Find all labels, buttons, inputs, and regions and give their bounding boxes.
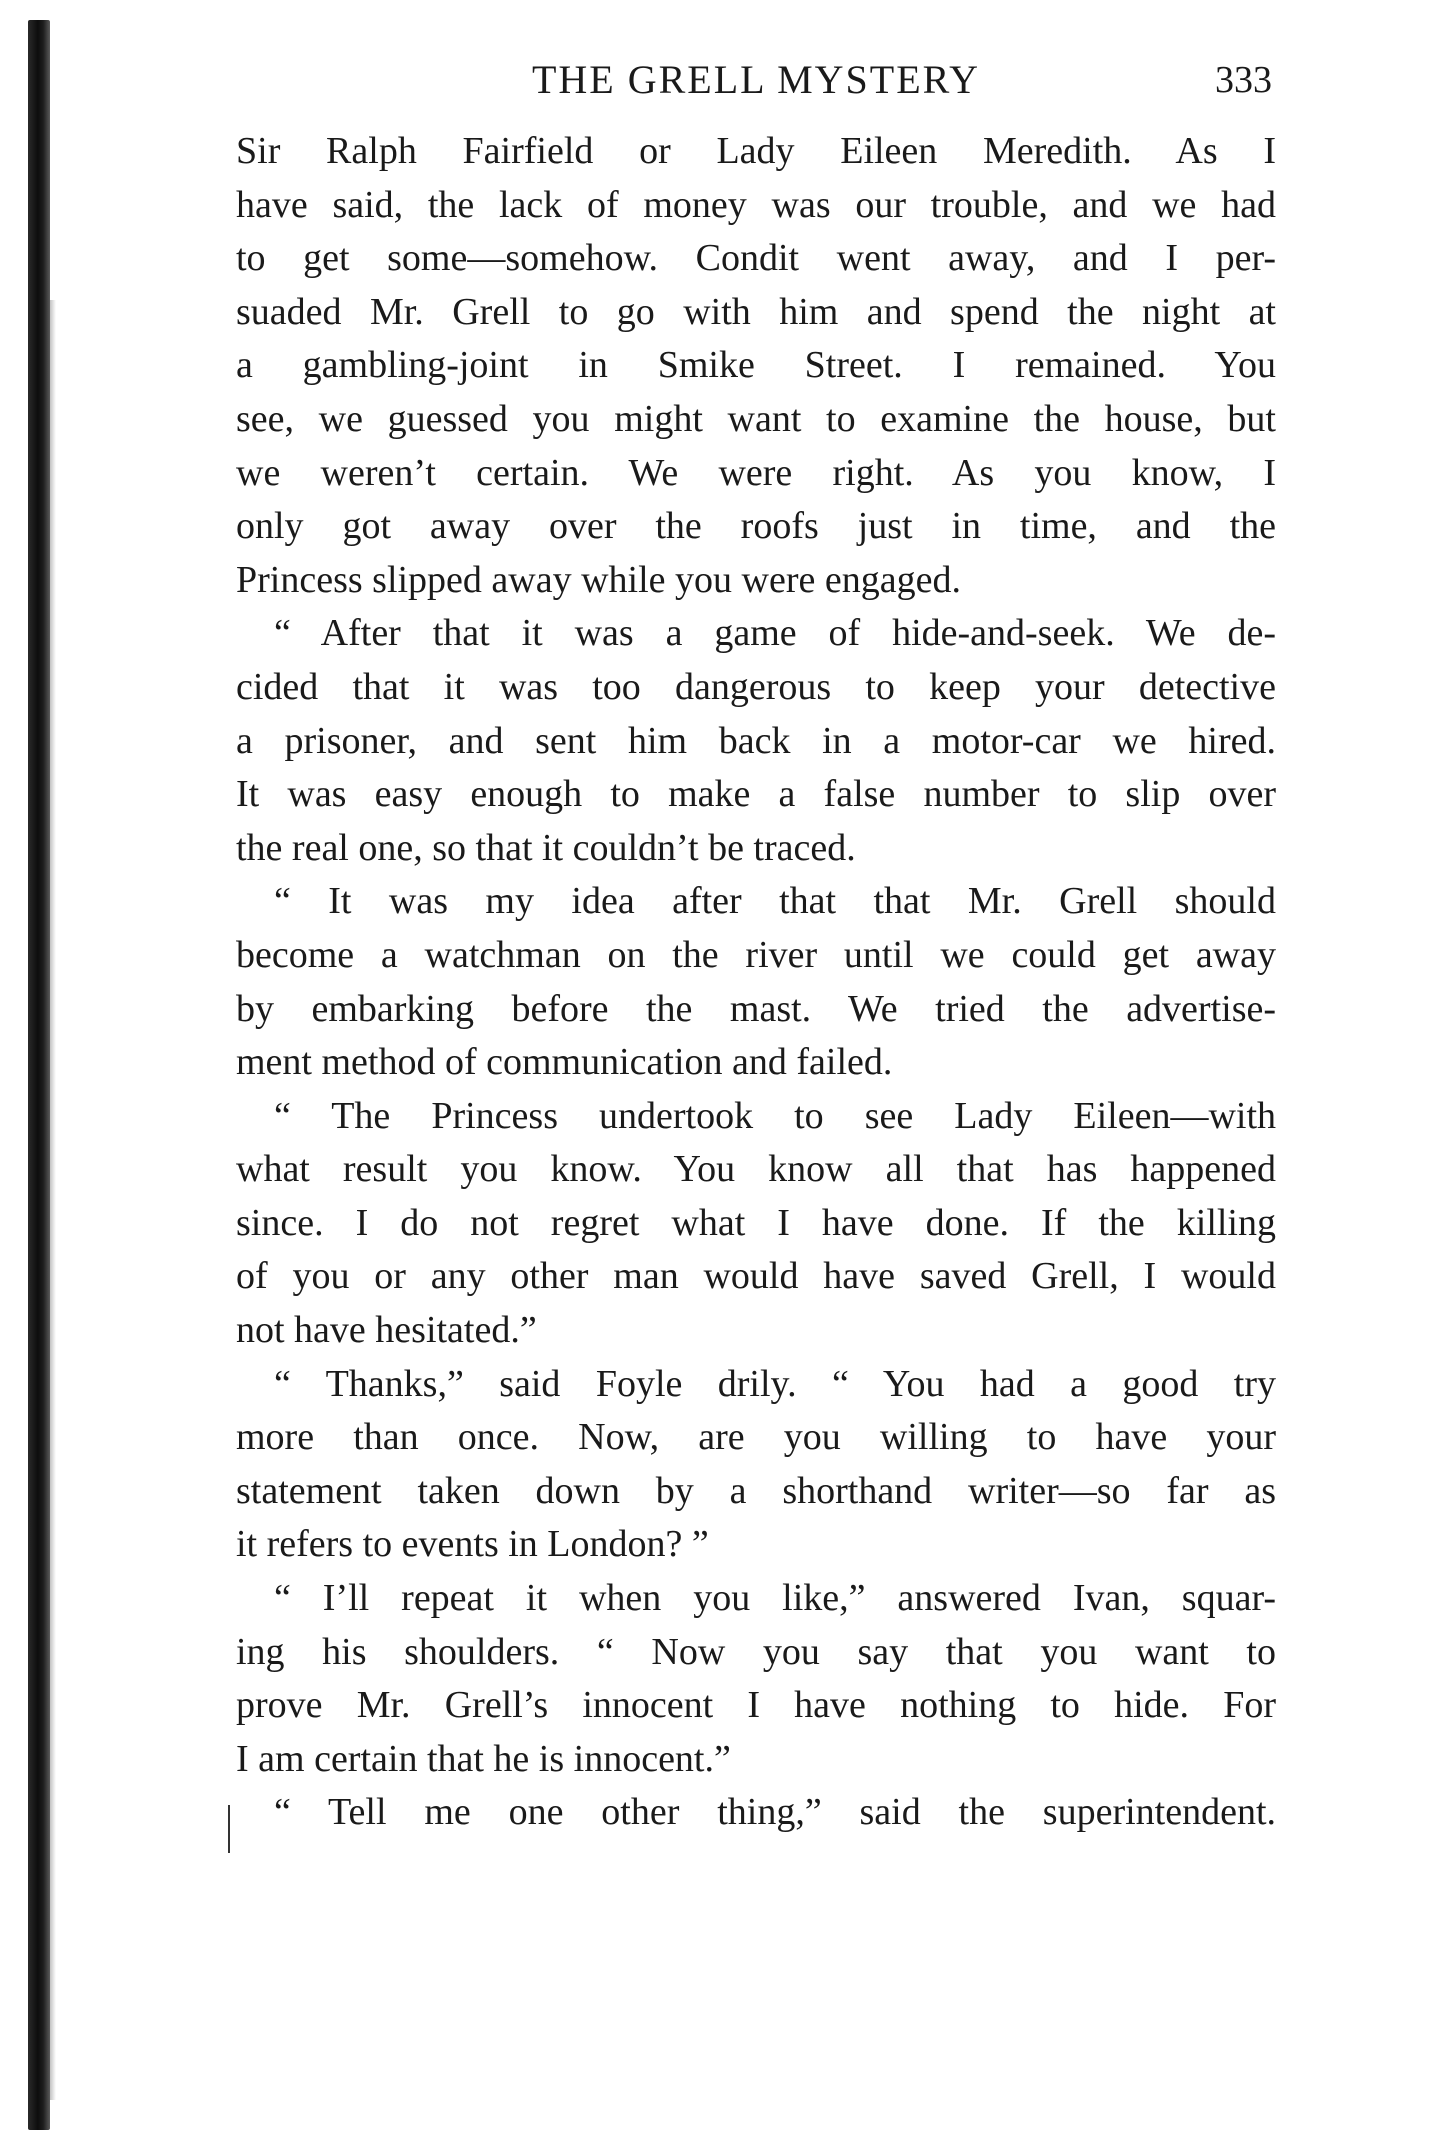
text-line: more than once. Now, are you willing to have your — [236, 1416, 1276, 1459]
text-line: “ I’ll repeat it when you like,” answered Ivan, squar- — [274, 1577, 1276, 1620]
text-line: what result you know. You know all that has happened — [236, 1148, 1276, 1191]
text-line: since. I do not regret what I have done. If the killing — [236, 1201, 1276, 1244]
text-line: a gambling-joint in Smike Street. I remained. You — [236, 344, 1276, 387]
text-line: prove Mr. Grell’s innocent I have nothing to hide. For — [236, 1684, 1276, 1727]
text-line: “ It was my idea after that that Mr. Grell should — [274, 880, 1276, 923]
page-number: 333 — [1215, 59, 1272, 101]
text-line: ment method of communication and failed. — [236, 1041, 893, 1084]
text-line: a prisoner, and sent him back in a motor-car we hired. — [236, 719, 1276, 762]
text-line: only got away over the roofs just in time, and the — [236, 505, 1276, 548]
text-line: have said, the lack of money was our trouble, and we had — [236, 183, 1276, 226]
text-line: “ The Princess undertook to see Lady Eileen—with — [274, 1094, 1276, 1137]
text-line: it refers to events in London? ” — [236, 1523, 709, 1566]
binding-shadow — [50, 300, 56, 2100]
text-line: by embarking before the mast. We tried the advertise- — [236, 987, 1276, 1030]
running-head — [236, 52, 1276, 108]
text-line: Princess slipped away while you were engaged. — [236, 558, 961, 601]
text-line: “ After that it was a game of hide-and-seek. We de- — [274, 612, 1276, 655]
text-line: cided that it was too dangerous to keep your detective — [236, 665, 1276, 708]
text-line: statement taken down by a shorthand writer—so far as — [236, 1469, 1276, 1512]
text-line: Sir Ralph Fairfield or Lady Eileen Meredith. As I — [236, 130, 1276, 172]
text-line: of you or any other man would have saved Grell, I would — [236, 1255, 1276, 1298]
text-line: ing his shoulders. “ Now you say that you want to — [236, 1630, 1276, 1673]
text-line: we weren’t certain. We were right. As you know, I — [236, 451, 1276, 494]
text-line: not have hesitated.” — [236, 1309, 537, 1352]
margin-mark — [228, 1805, 230, 1853]
running-title: THE GRELL MYSTERY — [531, 57, 981, 102]
text-line: to get some—somehow. Condit went away, and I per- — [236, 237, 1276, 280]
text-line: see, we guessed you might want to examine the house, but — [236, 397, 1276, 440]
text-line: the real one, so that it couldn’t be traced. — [236, 826, 856, 869]
text-line: I am certain that he is innocent.” — [236, 1737, 731, 1780]
text-line: “ Thanks,” said Foyle drily. “ You had a good try — [274, 1362, 1276, 1405]
text-line: “ Tell me one other thing,” said the superintendent. — [274, 1791, 1276, 1834]
body-text — [236, 125, 1276, 1840]
text-line: It was easy enough to make a false number to slip over — [236, 773, 1276, 816]
text-line: suaded Mr. Grell to go with him and spend the night at — [236, 290, 1276, 333]
binding-edge — [28, 20, 50, 2130]
text-line: become a watchman on the river until we could get away — [236, 933, 1276, 976]
